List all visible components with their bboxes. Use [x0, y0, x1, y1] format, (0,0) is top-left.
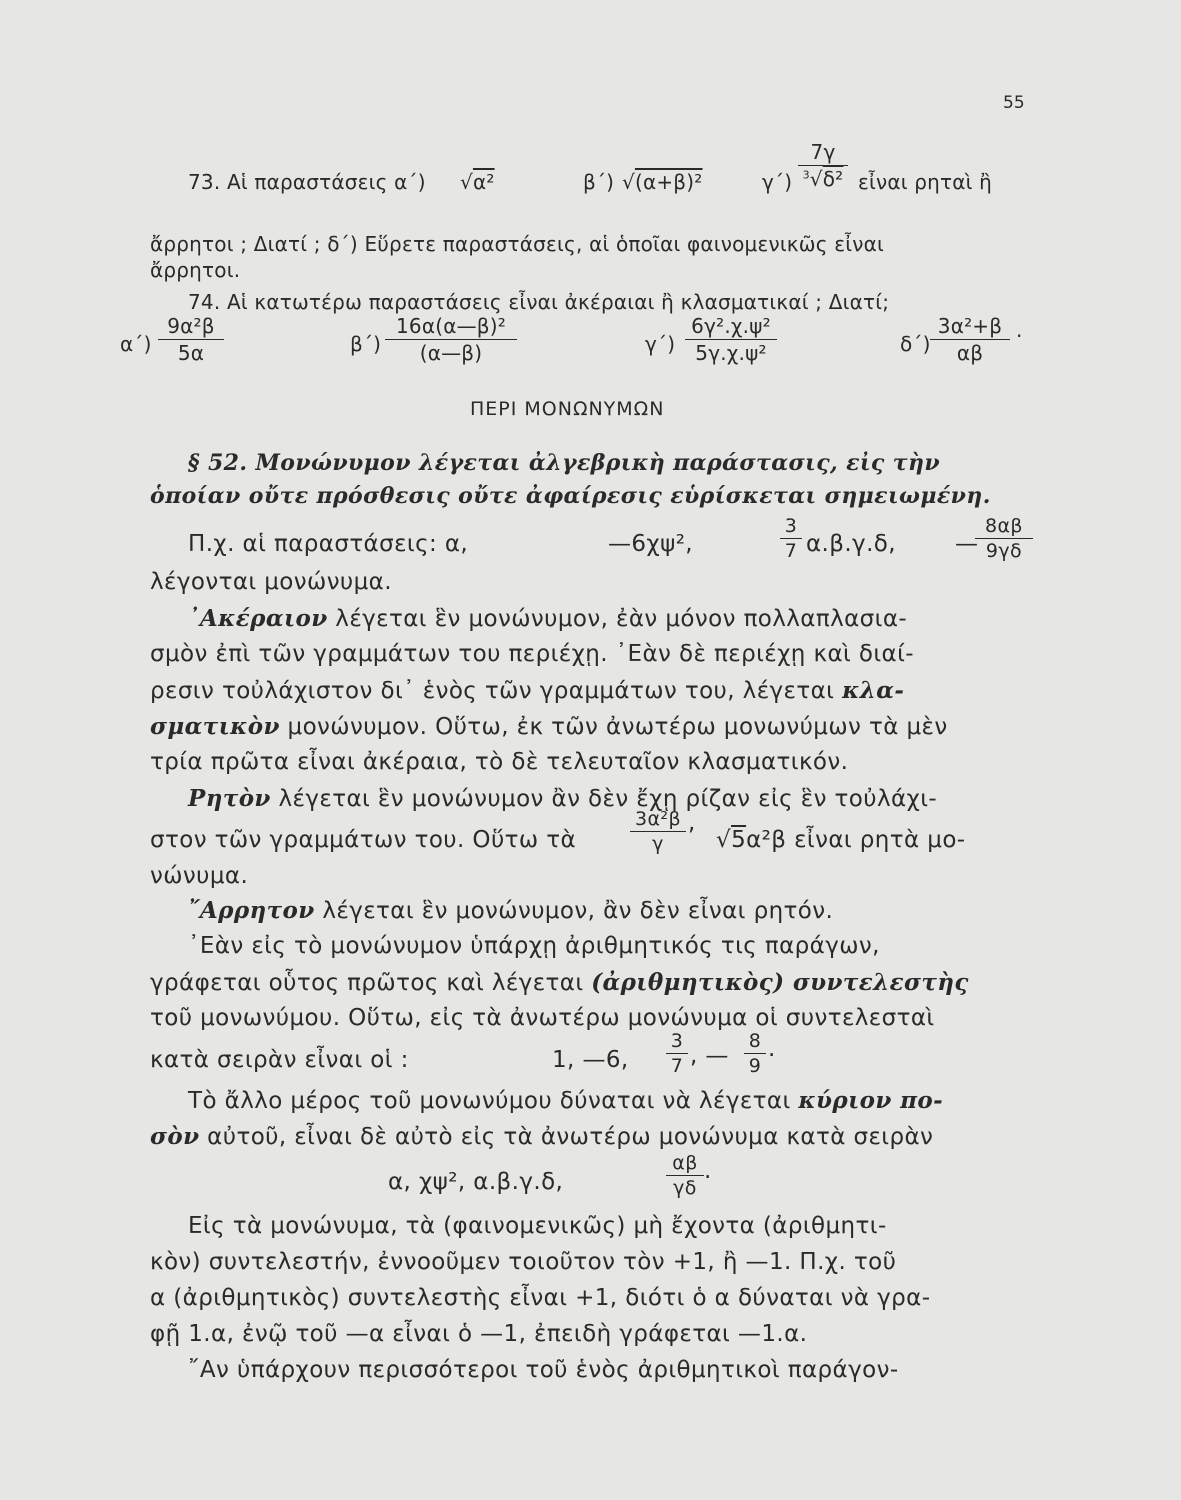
ex73-radical-a: √α² [460, 170, 495, 194]
coefficient-line1: ᾿Εὰν εἰς τὸ μονώνυμον ὑπάρχῃ ἀριθμητικός τις παράγων, [188, 933, 880, 959]
ex73-c-label: γ΄) [762, 170, 793, 194]
arrhton-rest: λέγεται ἓν μονώνυμον, ἂν δὲν εἶναι ρητόν. [314, 898, 834, 924]
ex74-b-den: (α—β) [419, 341, 483, 365]
klasmatikon-term-b: σματικὸν [150, 713, 280, 740]
rhton-after-radical: α²β εἶναι ρητὰ μο- [746, 827, 966, 853]
ex73-suffix: εἶναι ρηταὶ ἢ [858, 170, 993, 194]
ex74-c-fraction [685, 314, 777, 365]
coefficient-frac1-den: 7 [670, 1055, 684, 1077]
ex74-d-den: αβ [956, 341, 984, 365]
coefficient-line2-start: γράφεται οὗτος πρῶτος καὶ λέγεται [150, 970, 592, 996]
section-heading: ΠΕΡΙ ΜΟΝΩΝΥΜΩΝ [470, 398, 665, 420]
akeraion-line5: τρία πρῶτα εἶναι ἀκέραια, τὸ δὲ τελευταῖον κλασματικόν. [150, 749, 849, 775]
akeraion-line3 [150, 677, 904, 704]
kyrion-line1 [188, 1087, 943, 1114]
ex74-d-end: . [1016, 318, 1023, 342]
coefficient-frac1-num: 3 [666, 1030, 688, 1054]
ex73-c-den-body: δ² [822, 167, 844, 191]
ex74-d-fraction [930, 314, 1010, 365]
ex74-c-label: γ΄) [645, 332, 676, 356]
ex73-b-label: β΄) [583, 170, 615, 194]
example-fraction-3-7 [780, 515, 802, 562]
kyrion-end: . [704, 1158, 712, 1184]
ex74-b-label: β΄) [350, 332, 382, 356]
page-number: 55 [1003, 93, 1025, 113]
closing-line1: Εἰς τὰ μονώνυμα, τὰ (φαινομενικῶς) μὴ ἔχοντα (ἀριθμητι- [188, 1213, 887, 1239]
ex74-intro: 74. Αἱ κατωτέρω παραστάσεις εἶναι ἀκέραιαι ἢ κλασματικαί ; Διατί; [188, 290, 890, 314]
ex73-radical-b-body: (α+β)² [634, 170, 703, 194]
example-frac-den: 7 [784, 540, 798, 562]
closing-line3: α (ἀριθμητικὸς) συντελεστὴς εἶναι +1, διότι ὁ α δύναται νὰ γρα- [150, 1285, 931, 1311]
example-term2: —6χψ², [608, 531, 694, 557]
ex73-radical-a-body: α² [472, 170, 495, 194]
ex73-c-fraction [798, 140, 848, 191]
coefficient-line2 [150, 969, 969, 996]
arrhton-line [188, 897, 833, 924]
closing-line2: κὸν) συντελεστήν, ἐννοοῦμεν τοιοῦτον τὸν +1, ἢ —1. Π.χ. τοῦ [150, 1249, 897, 1275]
akeraion-line2: σμὸν ἐπὶ τῶν γραμμάτων του περιέχῃ. ᾿Εὰν δὲ περιέχῃ καὶ διαί- [150, 641, 915, 667]
example-frac2-den: 9γδ [985, 540, 1023, 562]
example-frac-num: 3 [780, 515, 802, 539]
ex73-prefix: 73. Αἱ παραστάσεις α΄) [188, 170, 426, 194]
klasmatikon-term-a: κλα- [842, 677, 905, 704]
ex74-c-den: 5γ.χ.ψ² [695, 341, 767, 365]
example-line2: λέγονται μονώνυμα. [150, 569, 392, 595]
coefficient-frac2-num: 8 [744, 1030, 766, 1054]
ex74-b-fraction [385, 314, 517, 365]
akeraion-term: ᾿Ακέραιον [188, 605, 328, 632]
coefficient-frac2-den: 9 [748, 1055, 762, 1077]
kyrion-line2-rest: αὐτοῦ, εἶναι δὲ αὐτὸ εἰς τὰ ἀνωτέρω μονώνυμα κατὰ σειρὰν [199, 1124, 934, 1150]
coefficient-end: . [768, 1036, 776, 1062]
definition-line1: § 52. Μονώνυμον λέγεται ἀλγεβρικὴ παράστασις, εἰς τὴν [188, 450, 941, 476]
arrhton-term: ῎Αρρητον [188, 897, 315, 924]
example-frac2-num: 8αβ [975, 515, 1033, 539]
coefficient-line3: τοῦ μονωνύμου. Οὕτω, εἰς τὰ ἀνωτέρω μονώνυμα οἱ συντελεσταὶ [150, 1005, 935, 1031]
example-minus: — [955, 531, 979, 557]
rhton-line1 [188, 785, 937, 812]
akeraion-line4 [150, 713, 948, 740]
ex74-a-fraction [158, 314, 224, 365]
kyrion-line1-start: Τὸ ἄλλο μέρος τοῦ μονωνύμου δύναται νὰ λέγεται [188, 1088, 799, 1114]
coefficient-frac2 [744, 1030, 766, 1077]
rhton-line3: νώνυμα. [150, 863, 249, 889]
ex73-radical-b: √(α+β)² [622, 170, 703, 194]
akeraion-line3-start: ρεσιν τοὐλάχιστον δι᾿ ἑνὸς τῶν γραμμάτων του, λέγεται [150, 678, 843, 704]
ex74-a-num: 9α²β [158, 314, 224, 340]
example-fraction-8ab-9gd [975, 515, 1033, 562]
ex73-c-index: 3 [802, 168, 810, 182]
coefficient-line4-prefix: κατὰ σειρὰν εἶναι οἱ : [150, 1047, 409, 1073]
coefficient-sep: , — [690, 1043, 729, 1069]
ex73-c-num: 7γ [798, 140, 848, 166]
closing-line5: ῎Αν ὑπάρχουν περισσότεροι τοῦ ἑνὸς ἀριθμητικοὶ παράγον- [188, 1357, 899, 1383]
rhton-radical: √5α²β εἶναι ρητὰ μο- [716, 827, 966, 853]
kyrion-list: α, χψ², α.β.γ.δ, [388, 1169, 564, 1195]
ex73-line2: ἄρρητοι ; Διατί ; δ΄) Εὕρετε παραστάσεις, αἱ ὁποῖαι φαινομενικῶς εἶναι [150, 232, 884, 256]
kyrion-term-a: κύριον πο- [798, 1087, 944, 1114]
akeraion-line4-rest: μονώνυμον. Οὕτω, ἐκ τῶν ἀνωτέρω μονωνύμων τὰ μὲν [279, 714, 948, 740]
ex74-a-den: 5α [177, 341, 205, 365]
ex74-d-label: δ΄) [900, 332, 931, 356]
coefficient-frac1 [666, 1030, 688, 1077]
definition-line2: ὁποίαν οὔτε πρόσθεσις οὔτε ἀφαίρεσις εὑρίσκεται σημειωμένη. [150, 483, 991, 509]
example-prefix: Π.χ. αἱ παραστάσεις: α, [188, 531, 469, 557]
rhton-frac-den: γ [652, 833, 664, 855]
ex74-d-num: 3α²+β [930, 314, 1010, 340]
coefficient-values: 1, —6, [552, 1047, 629, 1073]
rhton-frac-num: 3α²β [630, 808, 686, 832]
kyrion-line2 [150, 1123, 933, 1150]
rhton-comma: , [688, 810, 696, 836]
rhton-term: Ρητὸν [188, 785, 271, 812]
rhton-fraction [630, 808, 686, 855]
akeraion-line1-rest: λέγεται ἓν μονώνυμον, ἐὰν μόνον πολλαπλασια- [327, 606, 908, 632]
rhton-radical-body: 5 [731, 827, 747, 853]
ex73-line3: ἄρρητοι. [150, 258, 241, 282]
kyrion-frac-den: γδ [673, 1177, 697, 1199]
example-term3: α.β.γ.δ, [806, 531, 896, 557]
rhton-line2-prefix: στον τῶν γραμμάτων του. Οὕτω τὰ [150, 827, 577, 853]
rhton-line1-rest: λέγεται ἓν μονώνυμον ἂν δὲν ἔχῃ ρίζαν εἰς ἓν τοὐλάχι- [270, 786, 938, 812]
ex74-a-label: α΄) [120, 332, 152, 356]
kyrion-fraction [666, 1152, 704, 1199]
akeraion-line1 [188, 605, 907, 632]
coefficient-term: (ἀριθμητικὸς) συντελεστὴς [591, 969, 969, 996]
ex74-c-num: 6γ².χ.ψ² [685, 314, 777, 340]
ex73-c-den: $^3$√δ² [802, 167, 844, 191]
kyrion-frac-num: αβ [666, 1152, 704, 1176]
kyrion-term-b: σὸν [150, 1123, 200, 1150]
ex74-b-num: 16α(α—β)² [385, 314, 517, 340]
closing-line4: φῇ 1.α, ἐνῷ τοῦ —α εἶναι ὁ —1, ἐπειδὴ γράφεται —1.α. [150, 1321, 808, 1347]
